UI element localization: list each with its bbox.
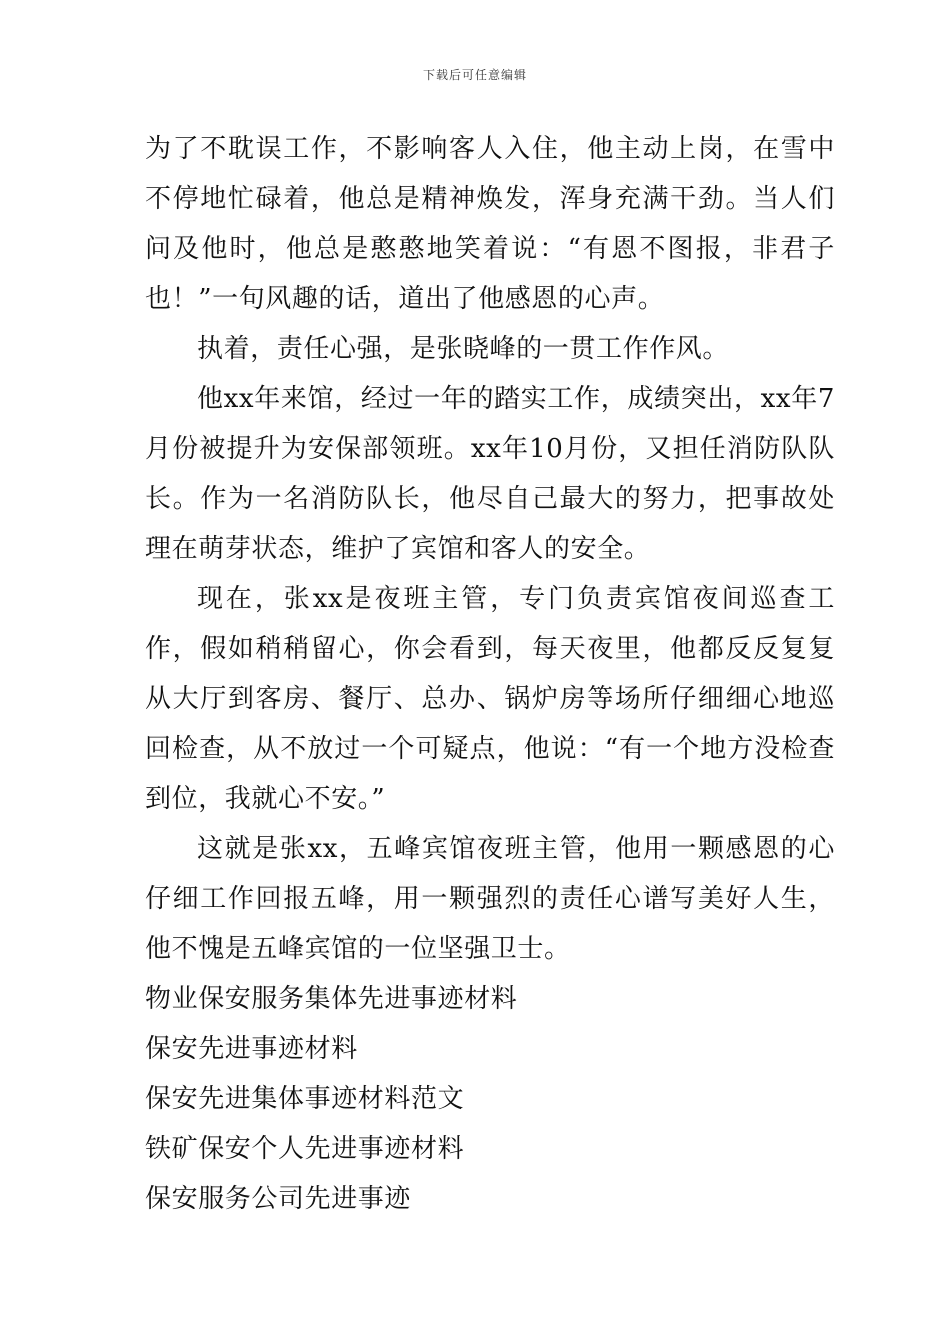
related-link-item[interactable]: 保安先进事迹材料 [145, 1034, 358, 1064]
document-body [145, 124, 835, 1224]
paragraph: 他xx年来馆，经过一年的踏实工作，成绩突出，xx年7月份被提升为安保部领班。xx年10月份，又担任消防队队长。作为一名消防队长，他尽自己最大的努力，把事故处理在萌芽状态，维护了宾馆和客人的安全。 [145, 384, 835, 564]
paragraph: 这就是张xx，五峰宾馆夜班主管，他用一颗感恩的心仔细工作回报五峰，用一颗强烈的责任心谱写美好人生，他不愧是五峰宾馆的一位坚强卫士。 [145, 834, 835, 964]
related-link-item[interactable]: 保安服务公司先进事迹 [145, 1184, 412, 1214]
related-link-item[interactable]: 物业保安服务集体先进事迹材料 [145, 984, 518, 1014]
page-header: 下载后可任意编辑 [422, 68, 527, 82]
related-links-list [145, 974, 835, 1224]
paragraph: 执着，责任心强，是张晓峰的一贯工作作风。 [197, 334, 730, 364]
related-link-item[interactable]: 铁矿保安个人先进事迹材料 [145, 1134, 465, 1164]
paragraph: 为了不耽误工作，不影响客人入住，他主动上岗，在雪中不停地忙碌着，他总是精神焕发，浑身充满干劲。当人们问及他时，他总是憨憨地笑着说：“有恩不图报，非君子也！”一句风趣的话，道出了他感恩的心声。 [145, 134, 835, 314]
related-link-item[interactable]: 保安先进集体事迹材料范文 [145, 1084, 465, 1114]
paragraph: 现在，张xx是夜班主管，专门负责宾馆夜间巡查工作，假如稍稍留心，你会看到，每天夜里，他都反反复复从大厅到客房、餐厅、总办、锅炉房等场所仔细细心地巡回检查，从不放过一个可疑点，他说：“有一个地方没检查到位，我就心不安。” [145, 584, 835, 814]
